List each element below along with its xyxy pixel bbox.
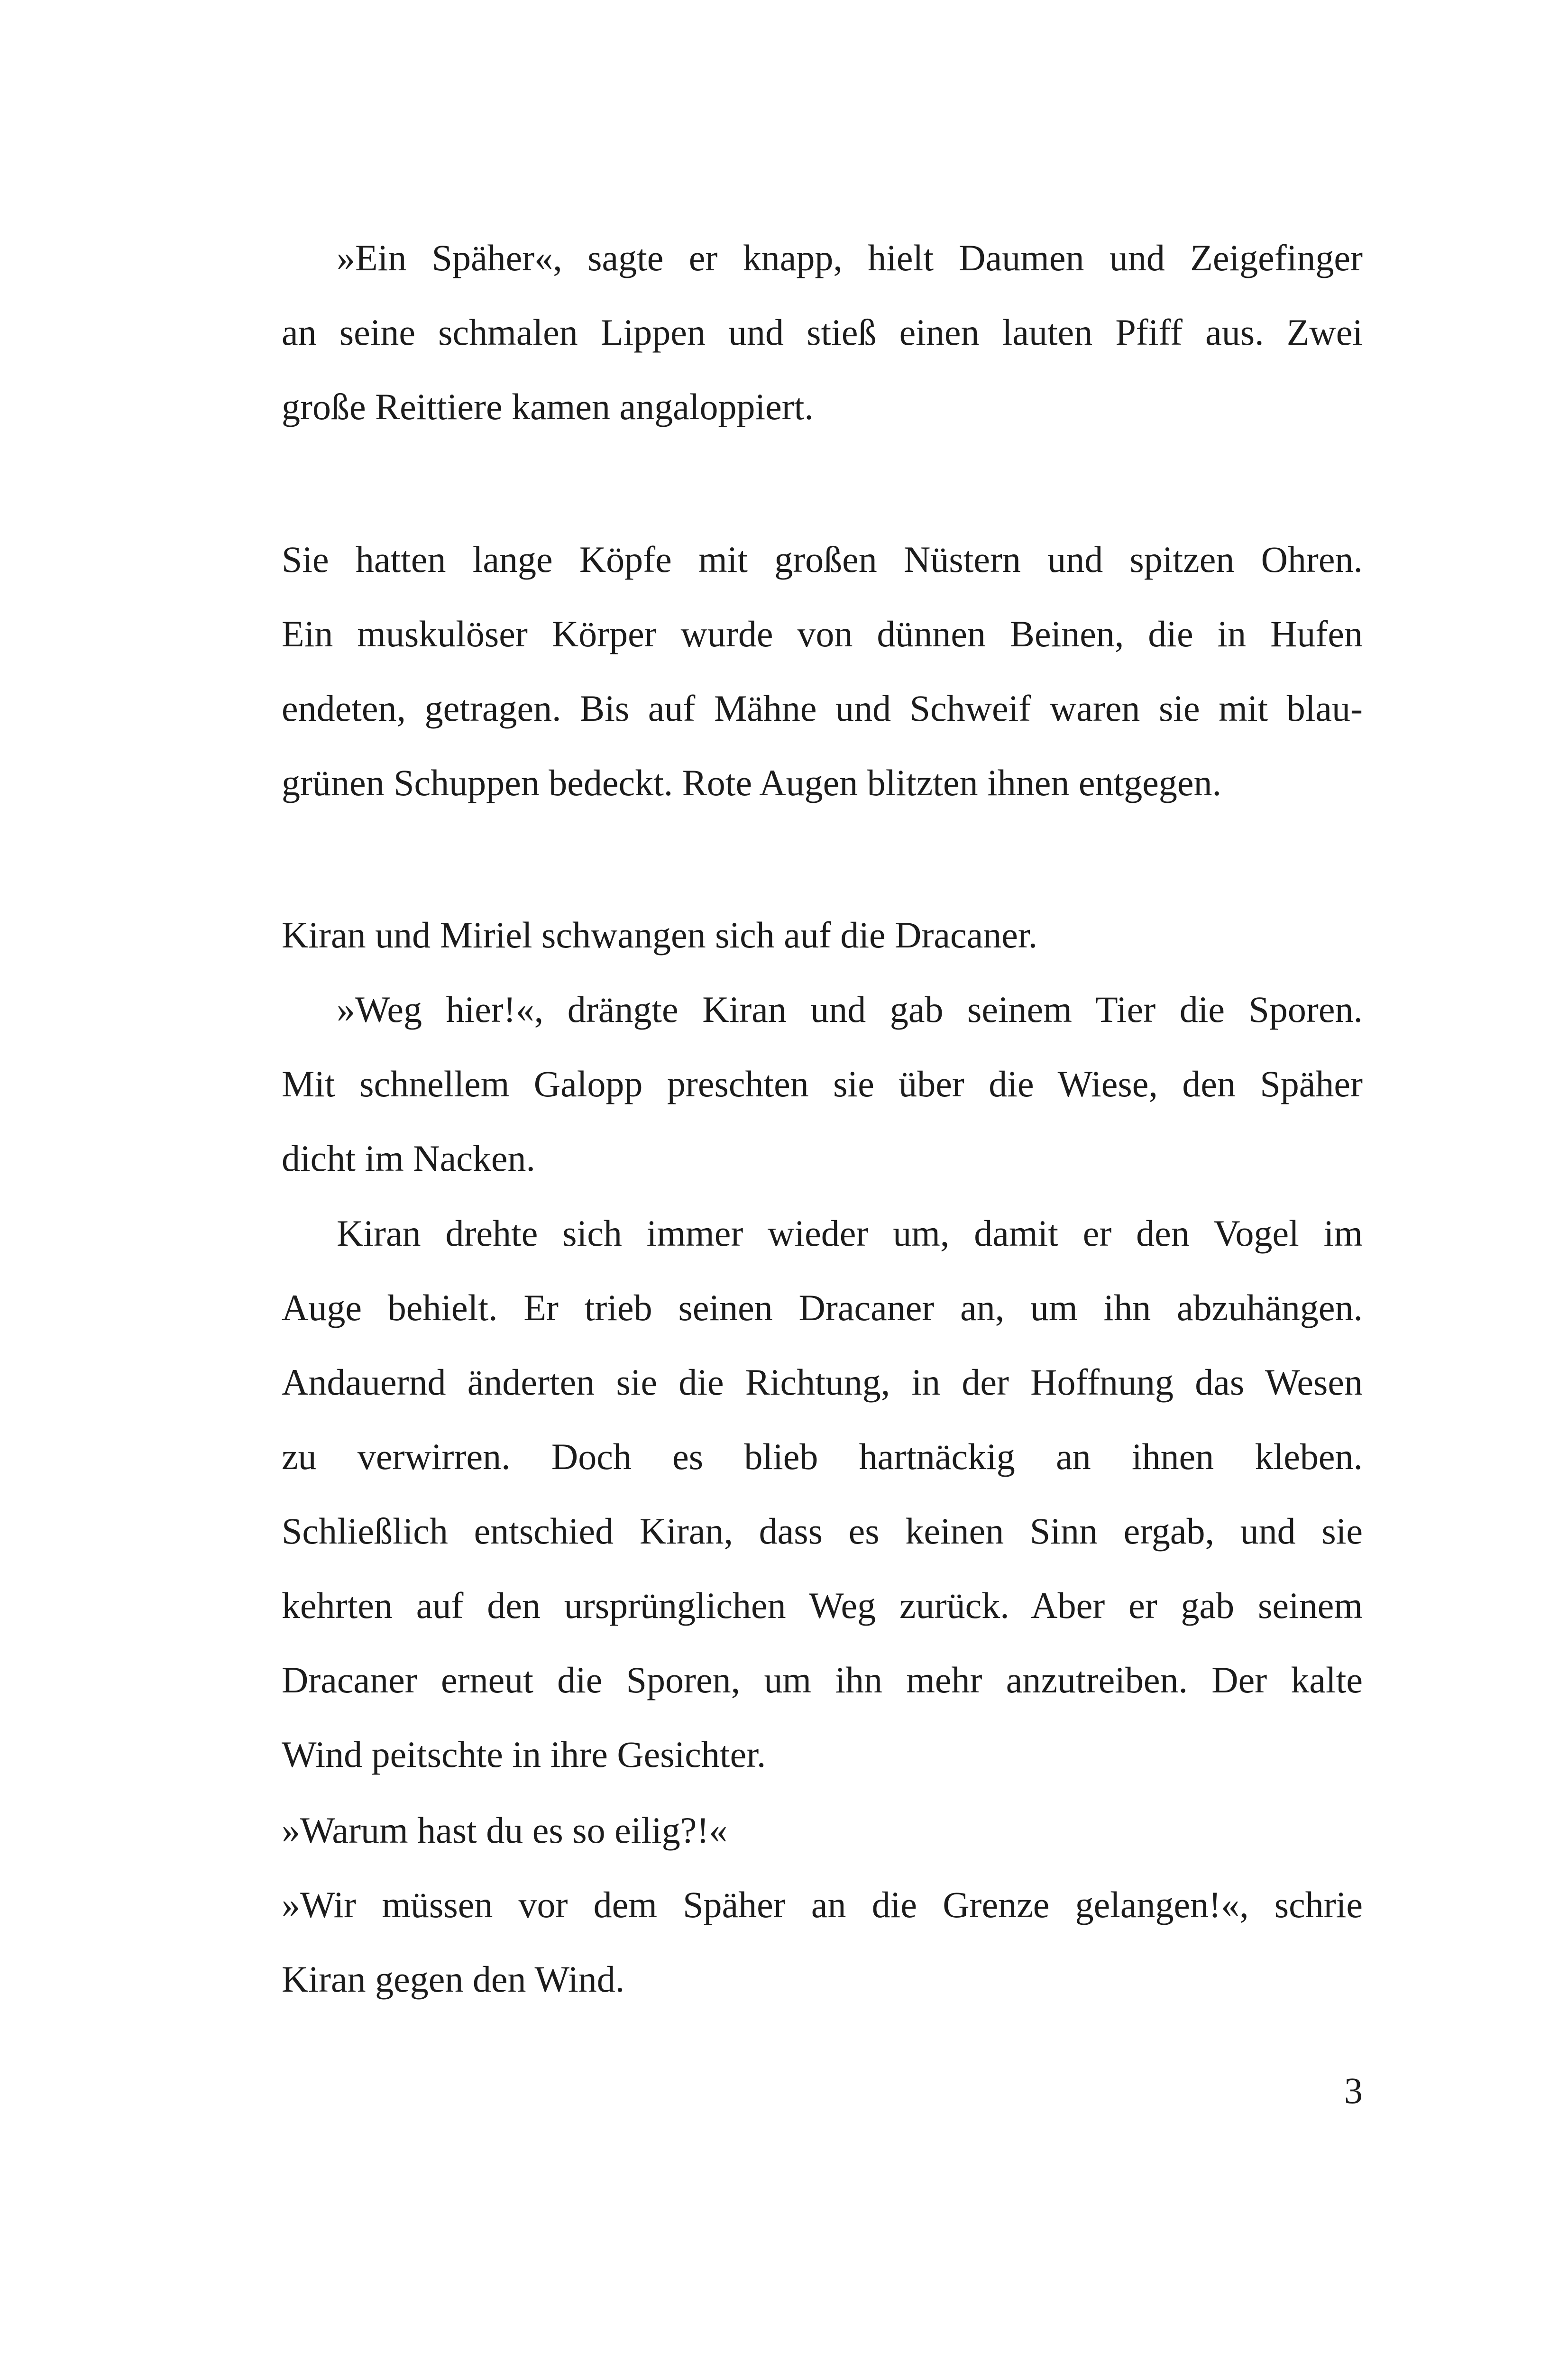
paragraph-3 — [282, 898, 1363, 972]
text-line: große Reittiere kamen angaloppiert. — [282, 386, 814, 427]
text-line: Kiran und Miriel schwangen sich auf die Dracaner. — [282, 914, 1038, 956]
text-line: Auge behielt. Er trieb seinen Dracaner an, um ihn abzuhängen. — [282, 1287, 1363, 1328]
text-line: an seine schmalen Lippen und stieß einen lauten Pfiff aus. Zwei — [282, 312, 1363, 353]
text-line: Andauernd änderten sie die Richtung, in der Hoffnung das Wesen — [282, 1361, 1363, 1403]
text-line: Sie hatten lange Köpfe mit großen Nüstern und spitzen Ohren. — [282, 539, 1363, 580]
paragraph-4 — [282, 972, 1363, 1195]
text-line: »Warum hast du es so eilig?!« — [282, 1810, 728, 1851]
text-line: zu verwirren. Doch es blieb hartnäckig an ihnen kleben. — [282, 1436, 1363, 1477]
page-number: 3 — [1344, 2070, 1363, 2111]
paragraph-6 — [282, 1793, 1363, 1867]
text-line: Dracaner erneut die Sporen, um ihn mehr anzutreiben. Der kalte — [282, 1659, 1363, 1700]
text-line: dicht im Nacken. — [282, 1138, 535, 1179]
paragraph-5 — [282, 1196, 1363, 1792]
text-line: Schließlich entschied Kiran, dass es keinen Sinn ergab, und sie — [282, 1510, 1363, 1552]
text-line: Wind peitschte in ihre Gesichter. — [282, 1734, 766, 1775]
text-line: grünen Schuppen bedeckt. Rote Augen blitzten ihnen entgegen. — [282, 762, 1221, 803]
text-line: Ein muskulöser Körper wurde von dünnen Beinen, die in Hufen — [282, 613, 1363, 654]
text-line: Kiran drehte sich immer wieder um, damit er den Vogel im — [337, 1213, 1363, 1254]
paragraph-2 — [282, 522, 1363, 820]
text-line: kehrten auf den ursprünglichen Weg zurück. Aber er gab seinem — [282, 1585, 1363, 1626]
text-line: »Ein Späher«, sagte er knapp, hielt Daumen und Zeigefinger — [337, 237, 1363, 278]
text-line: endeten, getragen. Bis auf Mähne und Schweif waren sie mit blau- — [282, 688, 1363, 729]
paragraph-7 — [282, 1867, 1363, 2016]
paragraph-1 — [282, 221, 1363, 444]
text-line: Mit schnellem Galopp preschten sie über die Wiese, den Späher — [282, 1063, 1363, 1104]
text-line: »Weg hier!«, drängte Kiran und gab seinem Tier die Sporen. — [337, 989, 1363, 1030]
text-line: Kiran gegen den Wind. — [282, 1958, 625, 2000]
text-line: »Wir müssen vor dem Späher an die Grenze gelangen!«, schrie — [282, 1884, 1363, 1925]
